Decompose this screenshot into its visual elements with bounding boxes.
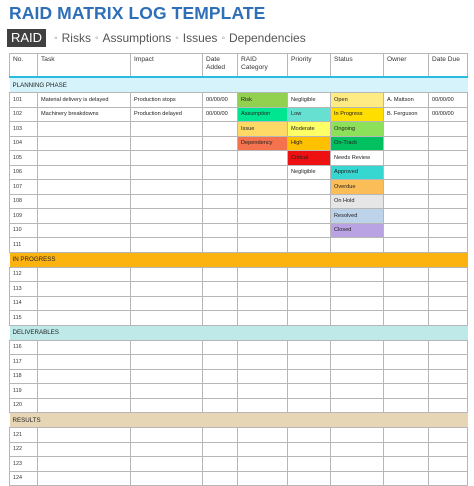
section-deliverables xyxy=(10,325,468,340)
cell-raid-category[interactable]: Risk xyxy=(238,93,288,108)
cell-no[interactable]: 121 xyxy=(10,428,38,443)
cell-owner[interactable] xyxy=(384,165,429,180)
table-row xyxy=(10,369,468,384)
table-cell[interactable] xyxy=(429,267,468,282)
cell-status[interactable]: Open xyxy=(331,93,384,108)
table-cell[interactable] xyxy=(429,311,468,326)
section-label: RESULTS xyxy=(10,413,468,428)
table-cell[interactable] xyxy=(38,442,131,457)
table-cell[interactable] xyxy=(203,428,238,443)
table-row xyxy=(10,194,468,209)
subnav-item-risks[interactable]: Risks xyxy=(61,31,91,45)
cell-no[interactable]: 106 xyxy=(10,165,38,180)
subnav-separator: ◦ xyxy=(221,32,225,44)
table-cell[interactable] xyxy=(288,457,331,472)
cell-no[interactable]: 108 xyxy=(10,194,38,209)
table-cell[interactable] xyxy=(288,471,331,486)
table-cell[interactable] xyxy=(331,428,384,443)
table-cell[interactable] xyxy=(238,384,288,399)
table-row xyxy=(10,122,468,137)
table-cell[interactable] xyxy=(384,311,429,326)
cell-owner[interactable] xyxy=(384,194,429,209)
table-cell[interactable] xyxy=(288,296,331,311)
cell-date-added[interactable] xyxy=(203,223,238,238)
table-cell[interactable] xyxy=(331,398,384,413)
table-cell[interactable] xyxy=(331,282,384,297)
cell-date-added[interactable] xyxy=(203,165,238,180)
table-cell[interactable] xyxy=(203,296,238,311)
cell-task[interactable] xyxy=(38,223,131,238)
table-row xyxy=(10,238,468,253)
table-row xyxy=(10,223,468,238)
table-cell[interactable] xyxy=(331,471,384,486)
cell-status[interactable] xyxy=(331,238,384,253)
cell-owner[interactable] xyxy=(384,122,429,137)
section-label: PLANNING PHASE xyxy=(10,77,468,93)
table-cell[interactable] xyxy=(288,369,331,384)
table-cell[interactable] xyxy=(429,384,468,399)
subnav-separator: ◦ xyxy=(54,32,58,44)
table-cell[interactable] xyxy=(203,384,238,399)
table-row xyxy=(10,311,468,326)
table-cell[interactable] xyxy=(203,471,238,486)
cell-date-added[interactable]: 00/00/00 xyxy=(203,107,238,122)
table-cell[interactable] xyxy=(203,355,238,370)
cell-status[interactable]: Resolved xyxy=(331,209,384,224)
table-row xyxy=(10,209,468,224)
header-owner[interactable]: Owner xyxy=(384,54,429,78)
table-cell[interactable] xyxy=(238,340,288,355)
table-cell[interactable] xyxy=(331,384,384,399)
table-row xyxy=(10,282,468,297)
cell-task[interactable] xyxy=(38,165,131,180)
cell-task[interactable]: Material delivery is delayed xyxy=(38,93,131,108)
table-cell[interactable] xyxy=(38,311,131,326)
table-cell[interactable] xyxy=(38,340,131,355)
table-cell[interactable] xyxy=(384,457,429,472)
cell-no[interactable]: 116 xyxy=(10,340,38,355)
table-cell[interactable] xyxy=(38,296,131,311)
cell-priority[interactable] xyxy=(288,238,331,253)
cell-owner[interactable] xyxy=(384,238,429,253)
page-title: RAID MATRIX LOG TEMPLATE xyxy=(9,3,266,23)
table-cell[interactable] xyxy=(384,442,429,457)
table-cell[interactable] xyxy=(429,457,468,472)
header-status[interactable]: Status xyxy=(331,54,384,78)
cell-no[interactable]: 112 xyxy=(10,267,38,282)
cell-status[interactable]: In Progress xyxy=(331,107,384,122)
table-row xyxy=(10,296,468,311)
section-planning-phase xyxy=(10,77,468,93)
table-row xyxy=(10,151,468,166)
table-cell[interactable] xyxy=(384,355,429,370)
cell-raid-category[interactable] xyxy=(238,165,288,180)
cell-no[interactable]: 115 xyxy=(10,311,38,326)
cell-impact[interactable] xyxy=(131,122,203,137)
cell-no[interactable]: 120 xyxy=(10,398,38,413)
table-cell[interactable] xyxy=(288,398,331,413)
subnav-item-issues[interactable]: Issues xyxy=(182,31,218,45)
cell-priority[interactable] xyxy=(288,209,331,224)
table-cell[interactable] xyxy=(331,267,384,282)
cell-raid-category[interactable] xyxy=(238,151,288,166)
subnav-separator: ◦ xyxy=(94,32,99,44)
table-cell[interactable] xyxy=(203,398,238,413)
table-cell[interactable] xyxy=(238,296,288,311)
cell-impact[interactable] xyxy=(131,151,203,166)
table-row xyxy=(10,107,468,122)
table-cell[interactable] xyxy=(429,340,468,355)
cell-task[interactable] xyxy=(38,194,131,209)
cell-task[interactable] xyxy=(38,180,131,195)
cell-date-added[interactable] xyxy=(203,122,238,137)
table-cell[interactable] xyxy=(131,355,203,370)
cell-owner[interactable]: A. Mattson xyxy=(384,93,429,108)
cell-impact[interactable] xyxy=(131,194,203,209)
cell-impact[interactable] xyxy=(131,136,203,151)
header-no[interactable]: No. xyxy=(10,54,38,78)
table-cell[interactable] xyxy=(131,457,203,472)
cell-task[interactable] xyxy=(38,136,131,151)
cell-task[interactable]: Machinery breakdowns xyxy=(38,107,131,122)
cell-date-due[interactable] xyxy=(429,194,468,209)
table-row xyxy=(10,355,468,370)
cell-task[interactable] xyxy=(38,209,131,224)
cell-no[interactable]: 110 xyxy=(10,223,38,238)
cell-raid-category[interactable] xyxy=(238,209,288,224)
table-cell[interactable] xyxy=(331,340,384,355)
table-cell[interactable] xyxy=(288,282,331,297)
cell-owner[interactable] xyxy=(384,136,429,151)
cell-owner[interactable]: B. Ferguson xyxy=(384,107,429,122)
section-in-progress xyxy=(10,252,468,267)
cell-impact[interactable]: Production stops xyxy=(131,93,203,108)
cell-date-added[interactable] xyxy=(203,238,238,253)
table-cell[interactable] xyxy=(38,471,131,486)
cell-priority[interactable]: Negligible xyxy=(288,93,331,108)
cell-date-due[interactable] xyxy=(429,165,468,180)
table-cell[interactable] xyxy=(238,428,288,443)
cell-date-due[interactable] xyxy=(429,209,468,224)
section-label: IN PROGRESS xyxy=(10,252,468,267)
cell-date-added[interactable] xyxy=(203,136,238,151)
subnav xyxy=(7,29,306,47)
table-cell[interactable] xyxy=(203,282,238,297)
table-row xyxy=(10,428,468,443)
table-row xyxy=(10,136,468,151)
table-cell[interactable] xyxy=(203,442,238,457)
cell-status[interactable]: On Hold xyxy=(331,194,384,209)
table-header-row xyxy=(10,54,468,78)
cell-no[interactable]: 117 xyxy=(10,355,38,370)
cell-no[interactable]: 118 xyxy=(10,369,38,384)
table-cell[interactable] xyxy=(238,369,288,384)
table-cell[interactable] xyxy=(288,428,331,443)
table-cell[interactable] xyxy=(131,471,203,486)
cell-task[interactable] xyxy=(38,238,131,253)
cell-status[interactable]: Needs Review xyxy=(331,151,384,166)
section-label: DELIVERABLES xyxy=(10,325,468,340)
table-cell[interactable] xyxy=(203,267,238,282)
table-cell[interactable] xyxy=(288,340,331,355)
cell-date-added[interactable] xyxy=(203,151,238,166)
table-row xyxy=(10,457,468,472)
cell-status[interactable]: On-Track xyxy=(331,136,384,151)
cell-priority[interactable]: Negligible xyxy=(288,165,331,180)
cell-impact[interactable] xyxy=(131,165,203,180)
cell-date-due[interactable] xyxy=(429,151,468,166)
cell-no[interactable]: 103 xyxy=(10,122,38,137)
header-date-due[interactable]: Date Due xyxy=(429,54,468,78)
subnav-item-dependencies[interactable]: Dependencies xyxy=(228,31,306,45)
cell-status[interactable]: Approved xyxy=(331,165,384,180)
table-cell[interactable] xyxy=(131,340,203,355)
cell-no[interactable]: 113 xyxy=(10,282,38,297)
table-cell[interactable] xyxy=(203,311,238,326)
table-cell[interactable] xyxy=(331,369,384,384)
table-cell[interactable] xyxy=(238,311,288,326)
cell-no[interactable]: 111 xyxy=(10,238,38,253)
table-cell[interactable] xyxy=(38,369,131,384)
table-cell[interactable] xyxy=(384,428,429,443)
table-cell[interactable] xyxy=(288,355,331,370)
table-cell[interactable] xyxy=(331,457,384,472)
cell-raid-category[interactable] xyxy=(238,194,288,209)
raid-badge: RAID xyxy=(7,29,46,47)
table-cell[interactable] xyxy=(429,471,468,486)
cell-task[interactable] xyxy=(38,151,131,166)
table-cell[interactable] xyxy=(238,355,288,370)
table-row xyxy=(10,442,468,457)
cell-no[interactable]: 104 xyxy=(10,136,38,151)
cell-no[interactable]: 109 xyxy=(10,209,38,224)
cell-no[interactable]: 101 xyxy=(10,93,38,108)
table-cell[interactable] xyxy=(131,398,203,413)
table-cell[interactable] xyxy=(238,471,288,486)
table-cell[interactable] xyxy=(288,311,331,326)
header-impact[interactable]: Impact xyxy=(131,54,203,78)
cell-raid-category[interactable]: Issue xyxy=(238,122,288,137)
table-cell[interactable] xyxy=(131,311,203,326)
table-cell[interactable] xyxy=(384,471,429,486)
cell-raid-category[interactable] xyxy=(238,238,288,253)
cell-date-added[interactable]: 00/00/00 xyxy=(203,93,238,108)
subnav-item-assumptions[interactable]: Assumptions xyxy=(102,31,172,45)
cell-priority[interactable]: Moderate xyxy=(288,122,331,137)
cell-impact[interactable] xyxy=(131,223,203,238)
cell-date-due[interactable] xyxy=(429,122,468,137)
table-cell[interactable] xyxy=(429,296,468,311)
cell-impact[interactable] xyxy=(131,238,203,253)
cell-raid-category[interactable] xyxy=(238,180,288,195)
cell-date-added[interactable] xyxy=(203,194,238,209)
table-cell[interactable] xyxy=(288,384,331,399)
cell-impact[interactable] xyxy=(131,180,203,195)
cell-impact[interactable]: Production delayed xyxy=(131,107,203,122)
cell-priority[interactable]: Critical xyxy=(288,151,331,166)
table-cell[interactable] xyxy=(288,442,331,457)
table-cell[interactable] xyxy=(238,282,288,297)
cell-priority[interactable] xyxy=(288,180,331,195)
cell-priority[interactable]: Low xyxy=(288,107,331,122)
table-cell[interactable] xyxy=(384,398,429,413)
cell-no[interactable]: 123 xyxy=(10,457,38,472)
cell-task[interactable] xyxy=(38,122,131,137)
table-cell[interactable] xyxy=(131,442,203,457)
cell-impact[interactable] xyxy=(131,209,203,224)
cell-priority[interactable] xyxy=(288,194,331,209)
cell-no[interactable]: 124 xyxy=(10,471,38,486)
header-priority[interactable]: Priority xyxy=(288,54,331,78)
table-cell[interactable] xyxy=(331,442,384,457)
cell-raid-category[interactable] xyxy=(238,223,288,238)
cell-owner[interactable] xyxy=(384,180,429,195)
table-cell[interactable] xyxy=(429,355,468,370)
cell-no[interactable]: 122 xyxy=(10,442,38,457)
table-cell[interactable] xyxy=(384,384,429,399)
table-row xyxy=(10,93,468,108)
cell-no[interactable]: 119 xyxy=(10,384,38,399)
table-cell[interactable] xyxy=(38,267,131,282)
table-cell[interactable] xyxy=(429,369,468,384)
table-row xyxy=(10,398,468,413)
table-cell[interactable] xyxy=(331,311,384,326)
table-row xyxy=(10,180,468,195)
table-cell[interactable] xyxy=(203,340,238,355)
cell-priority[interactable] xyxy=(288,223,331,238)
table-cell[interactable] xyxy=(384,267,429,282)
table-cell[interactable] xyxy=(203,369,238,384)
table-cell[interactable] xyxy=(203,457,238,472)
table-cell[interactable] xyxy=(131,369,203,384)
cell-status[interactable]: Overdue xyxy=(331,180,384,195)
table-row xyxy=(10,384,468,399)
cell-date-due[interactable]: 00/00/00 xyxy=(429,107,468,122)
cell-date-due[interactable] xyxy=(429,223,468,238)
table-cell[interactable] xyxy=(38,355,131,370)
cell-owner[interactable] xyxy=(384,223,429,238)
table-cell[interactable] xyxy=(238,442,288,457)
subnav-separator: ◦ xyxy=(175,32,179,44)
cell-no[interactable]: 107 xyxy=(10,180,38,195)
table-row xyxy=(10,165,468,180)
table-cell[interactable] xyxy=(238,398,288,413)
cell-date-added[interactable] xyxy=(203,180,238,195)
table-cell[interactable] xyxy=(131,267,203,282)
table-row xyxy=(10,267,468,282)
table-cell[interactable] xyxy=(384,282,429,297)
cell-date-added[interactable] xyxy=(203,209,238,224)
table-cell[interactable] xyxy=(331,355,384,370)
cell-no[interactable]: 114 xyxy=(10,296,38,311)
table-cell[interactable] xyxy=(38,457,131,472)
table-cell[interactable] xyxy=(384,296,429,311)
table-cell[interactable] xyxy=(429,282,468,297)
table-cell[interactable] xyxy=(238,267,288,282)
cell-raid-category[interactable]: Dependency xyxy=(238,136,288,151)
table-row xyxy=(10,471,468,486)
table-cell[interactable] xyxy=(131,428,203,443)
cell-owner[interactable] xyxy=(384,151,429,166)
table-cell[interactable] xyxy=(331,296,384,311)
cell-date-due[interactable] xyxy=(429,238,468,253)
cell-date-due[interactable] xyxy=(429,180,468,195)
cell-priority[interactable]: High xyxy=(288,136,331,151)
table-cell[interactable] xyxy=(429,428,468,443)
header-task[interactable]: Task xyxy=(38,54,131,78)
section-results xyxy=(10,413,468,428)
table-cell[interactable] xyxy=(131,384,203,399)
table-cell[interactable] xyxy=(131,296,203,311)
table-cell[interactable] xyxy=(38,428,131,443)
cell-raid-category[interactable]: Assumption xyxy=(238,107,288,122)
table-cell[interactable] xyxy=(38,384,131,399)
cell-no[interactable]: 105 xyxy=(10,151,38,166)
table-cell[interactable] xyxy=(384,340,429,355)
table-cell[interactable] xyxy=(429,398,468,413)
table-cell[interactable] xyxy=(131,282,203,297)
cell-status[interactable]: Closed xyxy=(331,223,384,238)
header-date-added[interactable]: Date Added xyxy=(203,54,238,78)
cell-status[interactable]: Ongoing xyxy=(331,122,384,137)
table-row xyxy=(10,340,468,355)
table-cell[interactable] xyxy=(288,267,331,282)
cell-owner[interactable] xyxy=(384,209,429,224)
table-cell[interactable] xyxy=(429,442,468,457)
cell-date-due[interactable] xyxy=(429,136,468,151)
table-cell[interactable] xyxy=(38,282,131,297)
header-raid-category[interactable]: RAID Category xyxy=(238,54,288,78)
raid-log-table xyxy=(9,53,468,486)
table-cell[interactable] xyxy=(38,398,131,413)
table-cell[interactable] xyxy=(238,457,288,472)
cell-date-due[interactable]: 00/00/00 xyxy=(429,93,468,108)
table-cell[interactable] xyxy=(384,369,429,384)
cell-no[interactable]: 102 xyxy=(10,107,38,122)
